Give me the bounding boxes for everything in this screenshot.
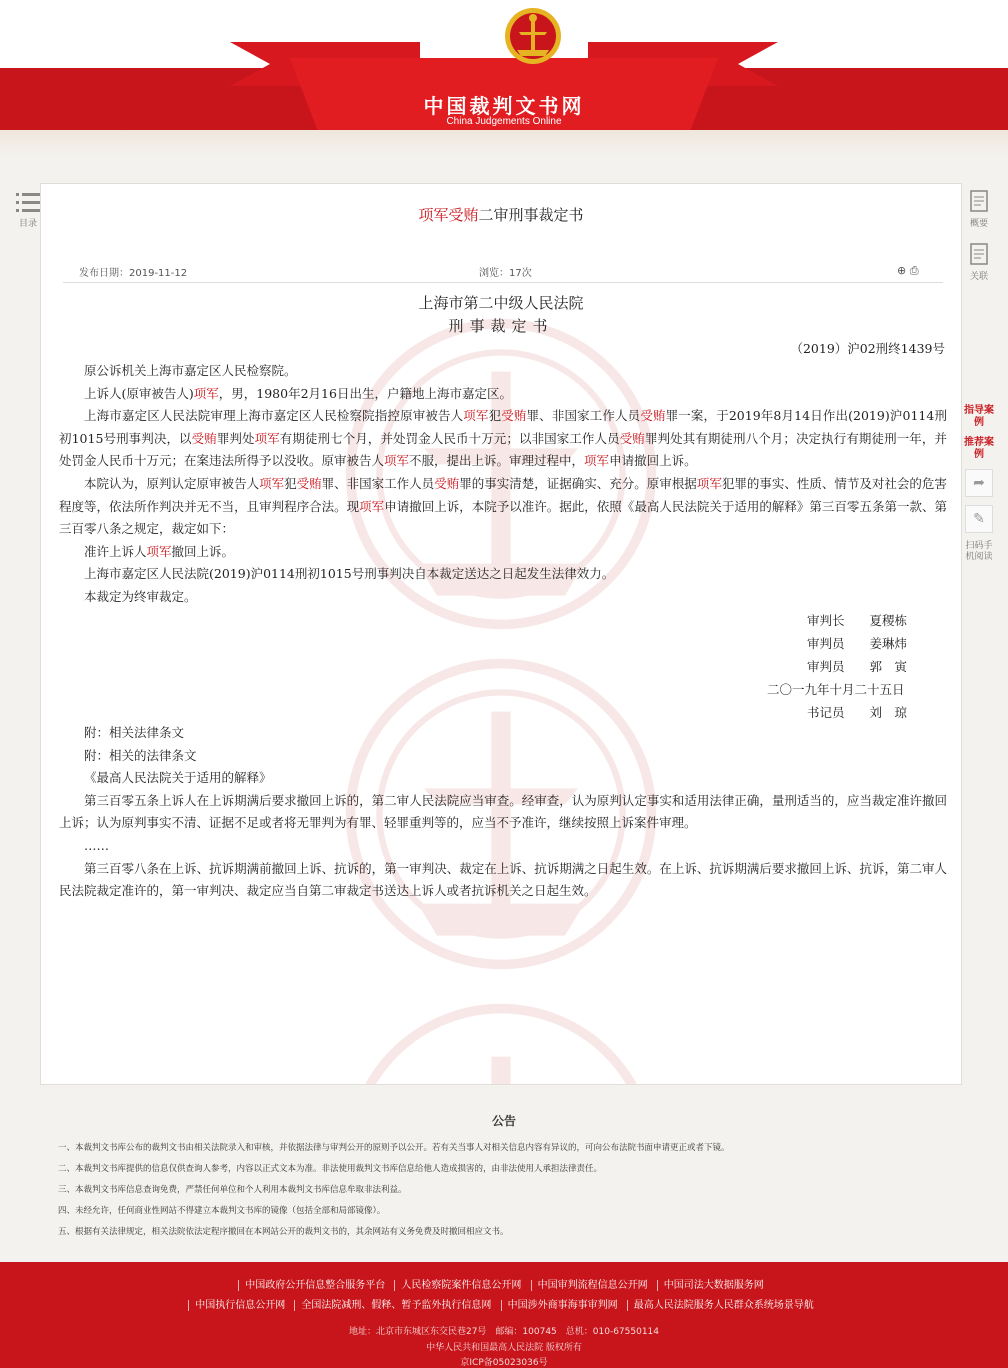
appendix xyxy=(59,722,947,903)
toc-label: 目录 xyxy=(18,219,37,229)
site-title[interactable]: 中国裁判文书网 xyxy=(423,94,585,118)
article-308: 第三百零八条在上诉、抗诉期满前撤回上诉、抗诉的，第一审判决、裁定在上诉、抗诉期满之日起生效。在上诉、抗诉期满后要求撤回上诉、抗诉，第二审人民法院裁定准许的，第一审判决、裁定应当自第二审裁定书送达上诉人或者抗诉机关之日起生效。 xyxy=(59,860,947,899)
footer-links-row-1 xyxy=(0,1276,1008,1291)
footer-links-row-2 xyxy=(0,1296,1008,1311)
appendix-line: 《最高人民法院关于适用的解释》 xyxy=(84,770,272,786)
notice-item: 一、本裁判文书库公布的裁判文书由相关法院录入和审核，并依据法律与审判公开的原则予以公开。若有关当事人对相关信息内容有异议的，可向公布法院书面申请更正或者下镜。 xyxy=(58,1143,730,1153)
share-icon: ➦ xyxy=(973,475,985,491)
doc-tools xyxy=(897,264,919,278)
case-number: （2019）沪02刑终1439号 xyxy=(790,341,945,356)
document-icon xyxy=(969,190,989,212)
footer-address: 地址：北京市东城区东交民巷27号 邮编：100745 总机：010-67550114 xyxy=(348,1327,660,1337)
footer-link[interactable]: 中国涉外商事海事审判网 xyxy=(501,1300,624,1311)
ribbon-left xyxy=(230,42,270,86)
ellipsis: …… xyxy=(84,837,109,853)
signature-row: 审判员 郭 寅 xyxy=(807,659,908,674)
paragraph: 原公诉机关上海市嘉定区人民检察院。 xyxy=(84,363,297,378)
court-emblem-icon xyxy=(503,6,563,66)
scan-label[interactable]: 扫码手机阅读 xyxy=(965,541,993,562)
publish-date: 发布日期：2019-11-12 xyxy=(79,268,188,279)
footer-link[interactable]: 全国法院减刑、假释、暂予监外执行信息网 xyxy=(294,1300,497,1311)
paragraph: 上海市嘉定区人民法院(2019)沪0114刑初1015号刑事判决自本裁定送达之日起发生法律效力。 xyxy=(84,566,615,582)
paragraph: 本院认为，原判认定原审被告人项军犯受贿罪、非国家工作人员受贿罪的事实清楚，证据确实、充分。原审根据项军犯罪的事实、性质、情节及对社会的危害程度等，依法所作判决并无不当，且审判程序合法。现项军申请撤回上诉，本院予以准许。据此，依照《最高人民法院关于适用的解释》第三百零五条第一款、第三百零八条之规定，裁定如下： xyxy=(59,475,947,537)
footer-link[interactable]: 中国司法大数据服务网 xyxy=(657,1280,770,1291)
print-icon[interactable]: ⎙ xyxy=(909,264,919,277)
footer-link[interactable]: 中国政府公开信息整合服务平台 xyxy=(238,1280,391,1291)
paragraph: 准许上诉人项军撤回上诉。 xyxy=(84,543,235,559)
title-party-name: 项军受贿 xyxy=(418,206,479,224)
document-title xyxy=(41,204,961,225)
notice-list xyxy=(58,1138,958,1243)
footer-link[interactable]: 最高人民法院服务人民群众系统场景导航 xyxy=(627,1300,820,1311)
signature-row: 审判长 夏稷栋 xyxy=(807,613,908,628)
toc-button[interactable] xyxy=(14,192,42,229)
footer xyxy=(0,1262,1008,1368)
share-button[interactable] xyxy=(965,469,993,497)
related-button[interactable] xyxy=(963,243,995,282)
related-label: 关联 xyxy=(969,272,988,282)
banner-shade xyxy=(0,130,1008,156)
site-subtitle: China Judgements Online xyxy=(446,116,562,127)
notice-item: 二、本裁判文书库提供的信息仅供查询人参考，内容以正式文本为准。非法使用裁判文书库信息给他人造成损害的，由非法使用人承担法律责任。 xyxy=(58,1164,603,1174)
notice-item: 三、本裁判文书库信息查询免费，严禁任何单位和个人利用本裁判文书库信息牟取非法利益。 xyxy=(58,1185,407,1195)
recommend-case-link[interactable]: 推荐案例 xyxy=(964,437,994,460)
judgment-date: 二〇一九年十月二十五日 xyxy=(767,682,905,697)
sidebar-left xyxy=(14,192,42,247)
sidebar-right xyxy=(963,190,995,563)
paragraph: 上诉人(原审被告人)项军，男，1980年2月16日出生，户籍地上海市嘉定区。 xyxy=(84,385,512,401)
signature-row: 审判员 姜琳炜 xyxy=(807,636,908,651)
footer-link[interactable]: 中国执行信息公开网 xyxy=(188,1300,291,1311)
overview-button[interactable] xyxy=(963,190,995,229)
edit-button[interactable] xyxy=(965,505,993,533)
list-icon xyxy=(16,192,40,214)
guide-case-link[interactable]: 指导案例 xyxy=(964,405,994,428)
overview-label: 概要 xyxy=(969,219,988,229)
download-icon[interactable]: ⊕ xyxy=(897,264,907,277)
appendix-line: 附：相关法律条文 xyxy=(84,725,185,740)
appendix-line: 附：相关的法律条文 xyxy=(84,747,197,763)
title-rest: 二审刑事裁定书 xyxy=(478,206,584,224)
document-type: 刑事裁定书 xyxy=(448,317,554,335)
clerk-row: 书记员 刘 琼 xyxy=(807,705,908,720)
related-icon xyxy=(969,243,989,265)
paragraph: 上海市嘉定区人民法院审理上海市嘉定区人民检察院指控原审被告人项军犯受贿罪、非国家工作人员受贿罪一案，于2019年8月14日作出(2019)沪0114刑初1015号刑事判决，以受贿罪判处项军有期徒刑七个月，并处罚金人民币十万元；以非国家工作人员受贿罪判处其有期徒刑八个月；决定执行有期徒刑一年，并处罚金人民币十万元；在案违法所得予以没收。原审被告人项军不服，提出上诉。审理过程中，项军申请撤回上诉。 xyxy=(59,408,947,469)
notice-item: 五、根据有关法律规定，相关法院依法定程序撤回在本网站公开的裁判文书的，其余网站有义务免费及时撤回相应文书。 xyxy=(58,1227,509,1237)
footer-copyright: 中华人民共和国最高人民法院 版权所有 xyxy=(426,1343,582,1353)
notice-item: 四、未经允许，任何商业性网站不得建立本裁判文书库的镜像（包括全部和局部镜像）。 xyxy=(58,1206,386,1216)
ribbon-right xyxy=(738,42,778,86)
view-count: 浏览：17次 xyxy=(479,268,532,279)
paragraph: 本裁定为终审裁定。 xyxy=(84,588,197,604)
footer-link[interactable]: 人民检察院案件信息公开网 xyxy=(394,1280,527,1291)
document-body xyxy=(59,360,947,609)
emblem-watermark-icon-3 xyxy=(341,999,661,1085)
meta-divider xyxy=(63,282,943,283)
court-name: 上海市第二中级人民法院 xyxy=(418,294,584,312)
footer-icp[interactable]: 京ICP备05023036号 xyxy=(460,1358,548,1368)
article-305: 第三百零五条上诉人在上诉期满后要求撤回上诉的，第二审人民法院应当审查。经审查，认为原判认定事实和适用法律正确，量刑适当的，应当裁定准许撤回上诉；认为原判事实不清、证据不足或者将无罪判为有罪、轻罪重判等的，应当不予准许，继续按照上诉案件审理。 xyxy=(59,792,947,831)
notice-title: 公告 xyxy=(491,1114,516,1128)
footer-link[interactable]: 中国审判流程信息公开网 xyxy=(531,1280,654,1291)
document-panel xyxy=(40,183,962,1085)
pencil-icon: ✎ xyxy=(973,511,985,527)
